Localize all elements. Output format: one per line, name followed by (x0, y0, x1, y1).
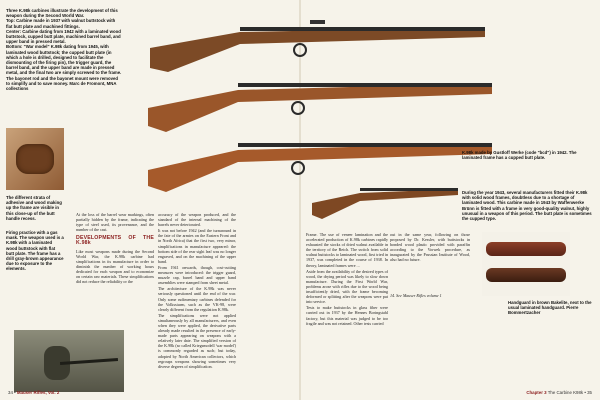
caption-line: Center: Carbine dating from 1942 with a laminated wood buttstock, cupped butt plate, machined barrel band, and upper band in pressed metal. (6, 28, 121, 45)
left-column-2 (158, 212, 236, 370)
paragraph: out in the same year, following on those proposed by Dr. Kessler, with buttstocks in bonded wood plastic provided with paraffin according to the Vorwek procedure, as inaugurated by the Prussian Institute of Wood, also had no future. (390, 232, 470, 263)
caption-handguard: Handguard in brown Bakelite, next to the usual laminated handguard. Pierre Bommertzacher (508, 300, 592, 316)
rifle-image (148, 83, 492, 132)
paragraph: At the loss of the barrel wear markings, often partially hidden by the frame, indicating the type of steel used, its provenance, and the number of the cast. (76, 212, 154, 233)
paragraph: The architecture of the K.98k was never seriously questioned until the end of the war. Only some rudimentary carbines defended for the Volkssturm, such as the VK-98, were clearly different from the regulation K.98k. (158, 286, 236, 312)
caption-gustloff: K.98k made by Gustloff Werke (code "bcd") in 1942. The laminated frame has a cupped butt plate. (462, 150, 577, 161)
rifle-image (310, 185, 460, 225)
stock-closeup-image (6, 128, 64, 190)
paragraph: accuracy of the weapon produced, and the standard of the internal machining of the barrels never deteriorated. (158, 212, 236, 228)
rifle-image (150, 20, 485, 72)
handguard-image (482, 232, 570, 296)
paragraph: Tests to make buttstocks in glass fiber were carried out in 1937 by the Hennes Boringstahl factory, but this material was judged to be too fragile and was not retained. Other tests carried (306, 305, 388, 326)
caption-strata: The different strata of adhesive and wood making up the frame are visible in this close-up of the butt handle recess. (6, 195, 62, 221)
paragraph: It was not before 1942 (and the turnaround in the fate of the armies on the Eastern Front and in North Africa) that the first two, very minor, simplifications in manufacture appeared: the bottom side of the rear sight leaf was no longer engraved, and on the machining of the upper band. (158, 228, 236, 264)
book-title: Mauser Rifles, Vol. 2 (16, 390, 60, 395)
page-number: 35 (587, 390, 592, 395)
left-footer: 34 • Mauser Rifles, Vol. 2 (8, 390, 60, 395)
caption-line: Three K.98k carbines illustrate the development of this weapon during the Second World War. (6, 8, 118, 19)
caption-three-carbines (6, 8, 122, 91)
caption-firing-practice: Firing practice with a gas mask. The weapon used is a K.98k with a laminated wood buttstock with flat butt plate. The frame has a drill gray-brown appearance due to exposure to the elements. (6, 230, 64, 272)
caption-during-year: During the year 1943, several manufacturers fitted their K.98k with solid wood frames, doubtless due to a shortage of laminated wood. This carbine made in 1943 by Waffenwerke Brünn is fitted with a frame in very good-quality walnut, highly unusual in a weapon of this period. The butt plate is sometimes the cupped type. (462, 190, 592, 222)
paragraph: Aside from the availability of the desired types of wood, the drying period was likely to slow down manufacture. During the First World War, problems arose with rifles due to the wood being insufficiently dried, with the frame becoming deformed or splitting after the weapons were put into service. (306, 268, 388, 305)
chapter-label: Chapter 3 (526, 390, 547, 395)
right-column-1 (306, 232, 388, 327)
caption-line: Top: Carbine made in 1937 with walnut buttstock with flat butt plate and machined fittings. (6, 18, 116, 29)
chapter-title: The Carbine K98k (547, 390, 584, 395)
left-column-1 (76, 212, 154, 285)
paragraph: The simplifications were not applied simultaneously by all manufacturers, and even when they were applied, the derivative parts already made resulted in the presence of early-made parts appearing on weapons with a relatively later date. The simplified version of the K.98k (so called Kriegsmodell 'war model') is commonly regarded as such; but today, adopted by North American collectors, which regroups weapons showing sometimes very diverse degrees of simplification. (158, 312, 236, 369)
paragraph: Like most weapons made during the Second World War, the K.98k carbine had simplifications in its manufacture in order to diminish the number of working hours dedicated for each weapon and to economize on certain raw materials. These simplifications did not reduce the reliability or the (76, 248, 154, 285)
soldier-photo-image (14, 330, 124, 392)
right-column-2 (390, 232, 470, 299)
paragraph: From 1941 onwards, though, cost-cutting measures were introduced: the trigger guard, muzzle cap, barrel band and upper band assemblies were stamped from sheet metal. (158, 264, 236, 286)
footnote: 14. See Mauser Rifles volume 1 (390, 292, 442, 298)
right-footer: Chapter 3 The Carbine K98k • 35 (526, 390, 592, 395)
paragraph: Frame. The use of veneer lamination and the accelerated production of K.98k carbines rapidly exhausted the stocks of dried walnut available in the territory of the Reich. The switch from solid walnut buttstocks to laminated wood, first tried in 1937, was completed in the course of 1938. In theory, laminated frames were ... (306, 232, 388, 268)
page-number: 34 (8, 390, 13, 395)
section-heading: DEVELOPMENTS OF THE K.98k (76, 235, 154, 247)
caption-line: Bottom: "War model" K.98k dating from 1945, with laminated wood buttstock; the cupped butt plate (in which a hole is drilled, designed to facilitate the dismounting of the firing pin), the trigger guard, the barrel band, and the upper band are made in pressed metal, and the final two are simply screwed to the frame. The bayonet rod and the bayonet mount were removed to simplify and to save money. Marc de Fromont, MNA collections (6, 44, 122, 92)
